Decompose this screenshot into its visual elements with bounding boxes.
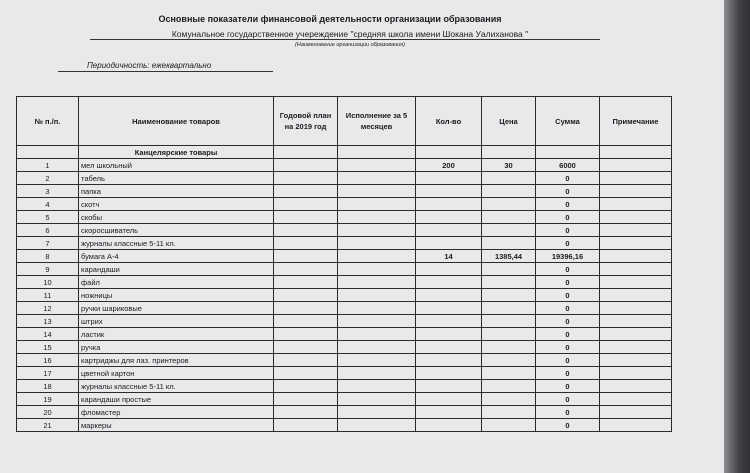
row-name: файл bbox=[79, 276, 274, 289]
row-execution bbox=[338, 328, 416, 341]
row-quantity bbox=[416, 263, 482, 276]
row-number: 15 bbox=[17, 341, 79, 354]
row-execution bbox=[338, 172, 416, 185]
row-price bbox=[482, 211, 536, 224]
row-sum: 0 bbox=[536, 276, 600, 289]
row-sum: 0 bbox=[536, 354, 600, 367]
row-plan bbox=[274, 237, 338, 250]
table-row bbox=[17, 224, 672, 237]
row-plan bbox=[274, 341, 338, 354]
row-plan bbox=[274, 393, 338, 406]
row-sum: 0 bbox=[536, 393, 600, 406]
row-execution bbox=[338, 419, 416, 432]
table-header-row bbox=[17, 97, 672, 146]
row-price bbox=[482, 263, 536, 276]
row-execution bbox=[338, 315, 416, 328]
row-execution bbox=[338, 276, 416, 289]
row-note bbox=[600, 289, 672, 302]
row-plan bbox=[274, 185, 338, 198]
row-quantity bbox=[416, 224, 482, 237]
row-name: скоросшиватель bbox=[79, 224, 274, 237]
row-sum: 6000 bbox=[536, 159, 600, 172]
row-note bbox=[600, 211, 672, 224]
periodicity-underline bbox=[58, 71, 273, 72]
row-note bbox=[600, 302, 672, 315]
row-quantity bbox=[416, 328, 482, 341]
row-quantity bbox=[416, 393, 482, 406]
row-plan bbox=[274, 406, 338, 419]
row-number: 3 bbox=[17, 185, 79, 198]
row-price bbox=[482, 237, 536, 250]
table-body bbox=[17, 146, 672, 432]
row-number: 18 bbox=[17, 380, 79, 393]
row-note bbox=[600, 406, 672, 419]
row-name: ручка bbox=[79, 341, 274, 354]
row-note bbox=[600, 354, 672, 367]
row-plan bbox=[274, 354, 338, 367]
row-plan bbox=[274, 250, 338, 263]
row-execution bbox=[338, 211, 416, 224]
organization-name: Комунальное государственное учереждение "средняя школа имени Шокана Уалиханова " bbox=[171, 29, 529, 39]
row-sum: 0 bbox=[536, 185, 600, 198]
row-note bbox=[600, 185, 672, 198]
table-row bbox=[17, 315, 672, 328]
row-number: 21 bbox=[17, 419, 79, 432]
row-note bbox=[600, 367, 672, 380]
row-price bbox=[482, 185, 536, 198]
row-note bbox=[600, 419, 672, 432]
row-sum: 0 bbox=[536, 289, 600, 302]
row-price bbox=[482, 393, 536, 406]
row-plan bbox=[274, 289, 338, 302]
table-row bbox=[17, 185, 672, 198]
row-execution bbox=[338, 354, 416, 367]
row-price bbox=[482, 224, 536, 237]
row-price bbox=[482, 419, 536, 432]
table-row bbox=[17, 159, 672, 172]
row-name: табель bbox=[79, 172, 274, 185]
row-plan bbox=[274, 328, 338, 341]
row-name: карандаши bbox=[79, 263, 274, 276]
row-sum: 0 bbox=[536, 237, 600, 250]
row-note bbox=[600, 315, 672, 328]
row-quantity bbox=[416, 198, 482, 211]
row-sum: 0 bbox=[536, 224, 600, 237]
row-name: карандаши простые bbox=[79, 393, 274, 406]
row-name: ручки шариковые bbox=[79, 302, 274, 315]
row-plan bbox=[274, 172, 338, 185]
row-execution bbox=[338, 250, 416, 263]
table-row bbox=[17, 289, 672, 302]
row-note bbox=[600, 328, 672, 341]
table-row bbox=[17, 341, 672, 354]
organization-underline bbox=[90, 39, 600, 40]
row-execution bbox=[338, 393, 416, 406]
row-name: папка bbox=[79, 185, 274, 198]
row-note bbox=[600, 341, 672, 354]
row-number: 9 bbox=[17, 263, 79, 276]
table-row bbox=[17, 172, 672, 185]
row-quantity bbox=[416, 237, 482, 250]
row-name: цветной картон bbox=[79, 367, 274, 380]
row-name: журналы классные 5-11 кл. bbox=[79, 237, 274, 250]
col-header-sum: Сумма bbox=[536, 97, 600, 146]
row-number: 12 bbox=[17, 302, 79, 315]
row-execution bbox=[338, 185, 416, 198]
document-title: Основные показатели финансовой деятельности организации образования bbox=[158, 14, 502, 24]
row-name: фломастер bbox=[79, 406, 274, 419]
table-row bbox=[17, 354, 672, 367]
row-sum: 0 bbox=[536, 380, 600, 393]
row-price bbox=[482, 315, 536, 328]
row-price bbox=[482, 367, 536, 380]
row-execution bbox=[338, 289, 416, 302]
row-price bbox=[482, 302, 536, 315]
row-quantity bbox=[416, 380, 482, 393]
row-note bbox=[600, 263, 672, 276]
row-plan bbox=[274, 224, 338, 237]
row-name: бумага А-4 bbox=[79, 250, 274, 263]
row-name: скотч bbox=[79, 198, 274, 211]
row-sum: 0 bbox=[536, 172, 600, 185]
row-number: 17 bbox=[17, 367, 79, 380]
row-number: 11 bbox=[17, 289, 79, 302]
col-header-execution: Исполнение за 5 месяцев bbox=[338, 97, 416, 146]
row-quantity bbox=[416, 302, 482, 315]
row-number: 16 bbox=[17, 354, 79, 367]
row-execution bbox=[338, 224, 416, 237]
row-note bbox=[600, 276, 672, 289]
row-number: 5 bbox=[17, 211, 79, 224]
row-execution bbox=[338, 380, 416, 393]
row-execution bbox=[338, 237, 416, 250]
table-row bbox=[17, 380, 672, 393]
goods-table bbox=[16, 96, 672, 432]
row-execution bbox=[338, 198, 416, 211]
periodicity-label: Периодичность: ежеквартально bbox=[87, 61, 212, 70]
row-quantity bbox=[416, 185, 482, 198]
table-row bbox=[17, 211, 672, 224]
row-number: 10 bbox=[17, 276, 79, 289]
row-quantity bbox=[416, 315, 482, 328]
row-sum: 0 bbox=[536, 198, 600, 211]
table-row bbox=[17, 276, 672, 289]
row-number: 19 bbox=[17, 393, 79, 406]
row-number: 6 bbox=[17, 224, 79, 237]
row-note bbox=[600, 237, 672, 250]
row-quantity bbox=[416, 354, 482, 367]
row-sum: 0 bbox=[536, 302, 600, 315]
row-sum: 0 bbox=[536, 263, 600, 276]
table-row bbox=[17, 328, 672, 341]
row-note bbox=[600, 393, 672, 406]
col-header-price: Цена bbox=[482, 97, 536, 146]
row-price: 30 bbox=[482, 159, 536, 172]
row-number: 4 bbox=[17, 198, 79, 211]
table-row bbox=[17, 198, 672, 211]
row-quantity: 14 bbox=[416, 250, 482, 263]
row-note bbox=[600, 198, 672, 211]
row-plan bbox=[274, 302, 338, 315]
row-price bbox=[482, 341, 536, 354]
table-row bbox=[17, 393, 672, 406]
row-name: штрих bbox=[79, 315, 274, 328]
row-plan bbox=[274, 380, 338, 393]
row-name: картриджы для лаз. принтеров bbox=[79, 354, 274, 367]
row-price bbox=[482, 328, 536, 341]
row-execution bbox=[338, 263, 416, 276]
table-row bbox=[17, 263, 672, 276]
category-row bbox=[17, 146, 672, 159]
table-row bbox=[17, 302, 672, 315]
table-row bbox=[17, 250, 672, 263]
row-number: 2 bbox=[17, 172, 79, 185]
row-price bbox=[482, 406, 536, 419]
row-name: ножницы bbox=[79, 289, 274, 302]
row-quantity bbox=[416, 276, 482, 289]
row-quantity bbox=[416, 419, 482, 432]
row-number: 13 bbox=[17, 315, 79, 328]
row-note bbox=[600, 250, 672, 263]
row-note bbox=[600, 159, 672, 172]
row-quantity bbox=[416, 406, 482, 419]
row-quantity bbox=[416, 172, 482, 185]
row-name: мел школьный bbox=[79, 159, 274, 172]
row-number: 7 bbox=[17, 237, 79, 250]
col-header-plan: Годовой план на 2019 год bbox=[274, 97, 338, 146]
row-number: 8 bbox=[17, 250, 79, 263]
row-price bbox=[482, 289, 536, 302]
row-sum: 0 bbox=[536, 328, 600, 341]
row-price bbox=[482, 172, 536, 185]
row-number: 20 bbox=[17, 406, 79, 419]
row-note bbox=[600, 224, 672, 237]
row-name: скобы bbox=[79, 211, 274, 224]
background-edge bbox=[724, 0, 750, 473]
col-header-number: № п./п. bbox=[17, 97, 79, 146]
row-plan bbox=[274, 263, 338, 276]
table-row bbox=[17, 237, 672, 250]
row-number: 14 bbox=[17, 328, 79, 341]
row-quantity bbox=[416, 367, 482, 380]
category-cell-empty bbox=[17, 146, 79, 159]
row-note bbox=[600, 172, 672, 185]
row-plan bbox=[274, 315, 338, 328]
row-name: журналы классные 5-11 кл. bbox=[79, 380, 274, 393]
row-plan bbox=[274, 419, 338, 432]
row-sum: 0 bbox=[536, 211, 600, 224]
row-quantity bbox=[416, 341, 482, 354]
category-name: Канцелярские товары bbox=[79, 146, 274, 159]
row-sum: 19396,16 bbox=[536, 250, 600, 263]
row-quantity bbox=[416, 289, 482, 302]
row-plan bbox=[274, 198, 338, 211]
row-sum: 0 bbox=[536, 367, 600, 380]
row-quantity bbox=[416, 211, 482, 224]
row-execution bbox=[338, 341, 416, 354]
row-plan bbox=[274, 211, 338, 224]
col-header-note: Примечание bbox=[600, 97, 672, 146]
row-number: 1 bbox=[17, 159, 79, 172]
row-sum: 0 bbox=[536, 341, 600, 354]
table-row bbox=[17, 419, 672, 432]
row-note bbox=[600, 380, 672, 393]
row-execution bbox=[338, 302, 416, 315]
row-price: 1385,44 bbox=[482, 250, 536, 263]
row-price bbox=[482, 198, 536, 211]
row-price bbox=[482, 354, 536, 367]
row-sum: 0 bbox=[536, 419, 600, 432]
row-plan bbox=[274, 276, 338, 289]
col-header-quantity: Кол-во bbox=[416, 97, 482, 146]
row-execution bbox=[338, 159, 416, 172]
row-quantity: 200 bbox=[416, 159, 482, 172]
row-price bbox=[482, 380, 536, 393]
row-execution bbox=[338, 406, 416, 419]
organization-caption: (Наименование организации образования) bbox=[295, 42, 405, 48]
row-execution bbox=[338, 367, 416, 380]
row-sum: 0 bbox=[536, 406, 600, 419]
row-name: маркеры bbox=[79, 419, 274, 432]
row-plan bbox=[274, 159, 338, 172]
row-sum: 0 bbox=[536, 315, 600, 328]
row-price bbox=[482, 276, 536, 289]
table-row bbox=[17, 406, 672, 419]
table-row bbox=[17, 367, 672, 380]
row-plan bbox=[274, 367, 338, 380]
row-name: ластик bbox=[79, 328, 274, 341]
col-header-name: Наименование товаров bbox=[79, 97, 274, 146]
